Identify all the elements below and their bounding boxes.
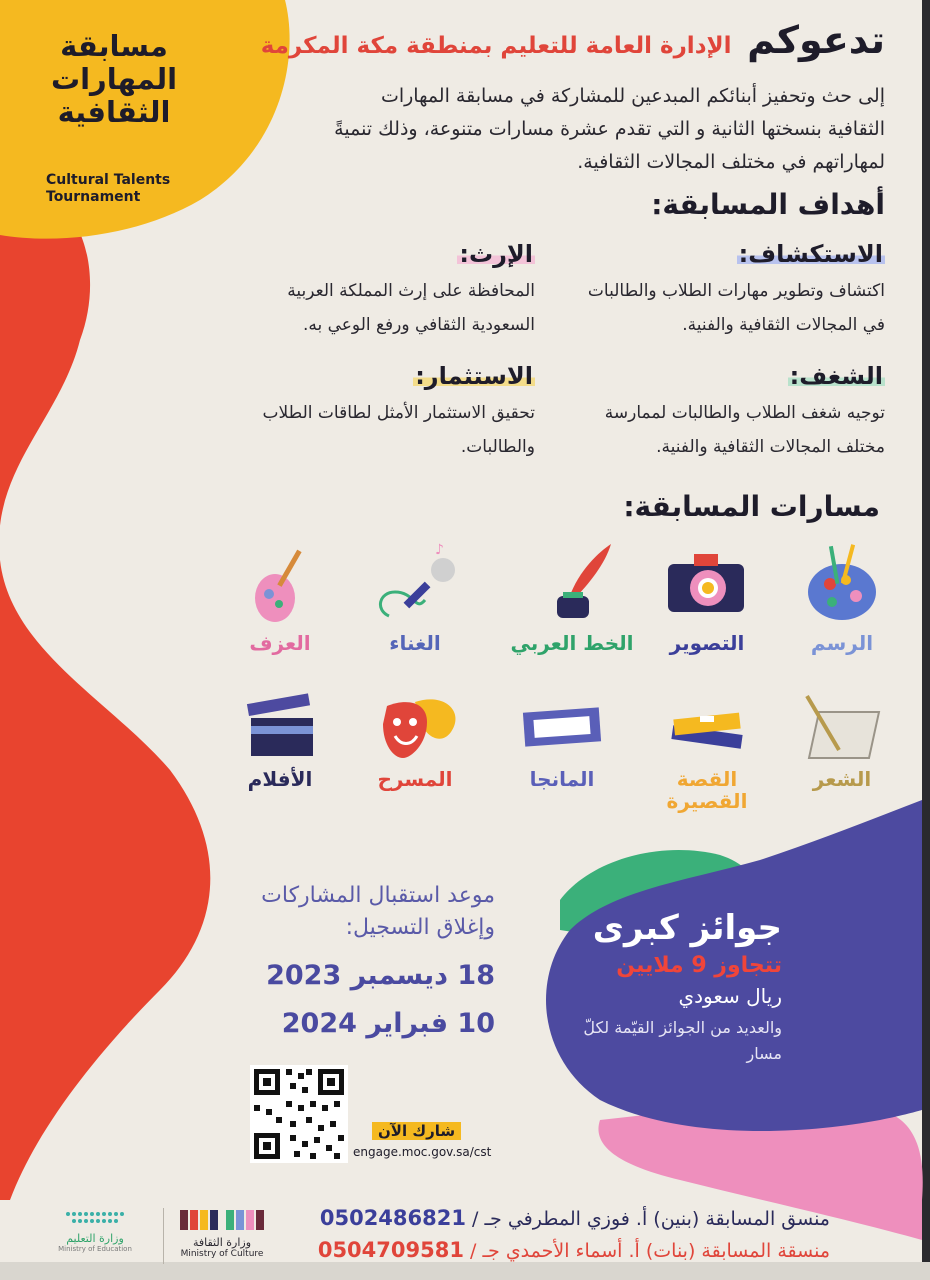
prizes-title: جوائز كبرى — [592, 908, 782, 948]
header-title: تدعوكم — [747, 18, 885, 62]
track-label: القصة القصيرة — [666, 767, 748, 813]
contact-name: أ. أسماء الأحمدي — [505, 1240, 640, 1262]
camera-icon — [664, 540, 750, 626]
goal-text: توجيه شغف الطلاب والطالبات لممارسة مختلف المجالات الثقافية والفنية. — [604, 403, 885, 457]
prizes-currency: ريال سعودي — [678, 984, 782, 1008]
goal-passion — [585, 362, 885, 464]
track-label: الأفلام — [247, 767, 313, 791]
track-theater — [350, 692, 480, 790]
track-calligraphy — [507, 540, 637, 654]
goal-title: الإرث: — [459, 240, 533, 268]
track-photography — [642, 540, 772, 654]
logo-line-3: الثقافية — [57, 95, 171, 129]
contact-phone[interactable]: 0502486821 — [319, 1206, 466, 1230]
registration-open-date: 18 ديسمبر 2023 — [266, 960, 495, 991]
culture-en: Ministry of Culture — [180, 1249, 264, 1259]
logo-line-1: مسابقة — [60, 29, 168, 63]
culture-ar: وزارة الثقافة — [192, 1236, 252, 1249]
track-short-story — [642, 692, 772, 812]
prizes-amount: تتجاوز 9 ملايين — [616, 953, 782, 978]
track-singing — [350, 540, 480, 654]
track-poetry — [777, 692, 907, 790]
qr-code[interactable] — [250, 1065, 348, 1163]
prizes-box — [560, 905, 782, 1067]
tracks-heading: مسارات المسابقة: — [623, 490, 880, 523]
track-label: العزف — [249, 631, 311, 655]
contact-boys — [320, 1206, 830, 1230]
prizes-note: والعديد من الجوائز القيّمة لكلّ مسار — [583, 1018, 782, 1063]
track-label: التصوير — [669, 631, 745, 655]
manga-sign-icon — [512, 692, 612, 762]
goal-title: الاستثمار: — [415, 362, 533, 390]
participate-now-button[interactable]: شارك الآن — [372, 1122, 461, 1140]
microphone-icon — [365, 540, 465, 626]
track-label: الرسم — [810, 631, 874, 655]
goals-heading: أهداف المسابقة: — [651, 188, 885, 221]
logo-en-line-2: Tournament — [46, 189, 141, 205]
goal-title: الاستكشاف: — [738, 240, 883, 268]
goal-discovery — [585, 240, 885, 342]
contact-name: أ. فوزي المطرفي — [507, 1208, 648, 1230]
track-label: الشعر — [812, 767, 872, 791]
track-manga — [497, 692, 627, 790]
contact-prefix: جـ / — [470, 1240, 500, 1262]
theater-mask-icon — [365, 692, 465, 762]
logo-divider — [163, 1208, 164, 1264]
scroll-pen-icon — [799, 692, 885, 762]
goal-heritage — [235, 240, 535, 342]
registration-text: موعد استقبال المشاركات وإغلاق التسجيل: — [261, 883, 495, 940]
track-label: المسرح — [377, 767, 453, 791]
ministry-of-education-logo — [40, 1208, 150, 1253]
ministry-of-culture-logo — [172, 1206, 272, 1259]
contact-phone[interactable]: 0504709581 — [317, 1238, 464, 1262]
goal-text: اكتشاف وتطوير مهارات الطلاب والطالبات في المجالات الثقافية والفنية. — [587, 281, 885, 335]
contact-role: منسق المسابقة (بنين) — [653, 1208, 830, 1230]
registration-url[interactable]: engage.moc.gov.sa/cst — [353, 1145, 492, 1159]
education-en: Ministry of Education — [58, 1245, 132, 1253]
goal-title: الشغف: — [789, 362, 883, 390]
culture-logo-icon — [176, 1206, 268, 1232]
track-instrument — [215, 540, 345, 654]
clapperboard-icon — [237, 692, 323, 762]
quill-ink-icon — [529, 540, 615, 626]
track-label: المانجا — [529, 767, 595, 791]
oud-icon — [237, 540, 323, 626]
education-logo-icon — [60, 1208, 130, 1228]
logo-line-2: المهارات — [50, 62, 178, 96]
logo-en-line-1: Cultural Talents — [46, 172, 171, 188]
contact-prefix: جـ / — [472, 1208, 502, 1230]
track-label: الخط العربي — [510, 631, 634, 655]
goal-text: تحقيق الاستثمار الأمثل لطاقات الطلاب والطالبات. — [262, 403, 535, 457]
registration-close-date: 10 فبراير 2024 — [281, 1008, 495, 1039]
palette-icon — [802, 540, 882, 626]
education-ar: وزارة التعليم — [66, 1232, 124, 1245]
track-label: الغناء — [389, 631, 441, 655]
tournament-logo-english — [46, 172, 186, 206]
books-icon — [664, 692, 750, 762]
svg-text:♪: ♪ — [435, 542, 444, 558]
track-films — [215, 692, 345, 790]
intro-text: إلى حث وتحفيز أبنائكم المبدعين للمشاركة في مسابقة المهارات الثقافية بنسختها الثانية و التي تقدم عشرة مسارات متنوعة، وذلك تنميةً لمهاراتهم في مختلف المجالات الثقافية. — [334, 85, 885, 173]
track-drawing — [777, 540, 907, 654]
contact-role: منسقة المسابقة (بنات) — [645, 1240, 830, 1262]
header — [260, 18, 885, 62]
goal-text: المحافظة على إرث المملكة العربية السعودية الثقافي ورفع الوعي به. — [287, 281, 535, 335]
tournament-logo-arabic — [44, 30, 184, 129]
header-subtitle: الإدارة العامة للتعليم بمنطقة مكة المكرمة — [260, 33, 732, 59]
goal-investment — [235, 362, 535, 464]
contact-girls — [318, 1238, 830, 1262]
